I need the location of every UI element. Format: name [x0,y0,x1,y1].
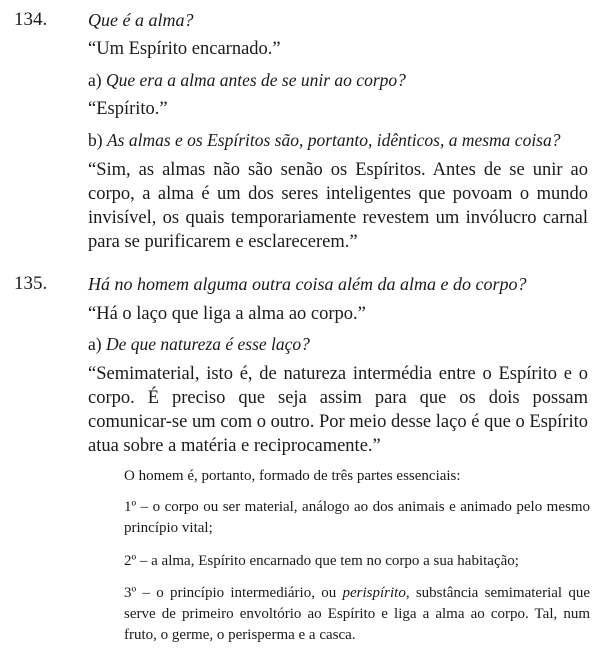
subquestion-135a-wrap [88,333,588,355]
note-item-2: 2º – a alma, Espírito encarnado que tem no corpo a sua habitação; [124,553,519,569]
note-item-3-before: 3º – o princípio intermediário, ou [124,585,343,601]
subquestion-134a-text: Que era a alma antes de se unir ao corpo? [105,70,406,90]
subanswer-134b-wrap [88,158,588,254]
subanswer-135a-text: “Semimaterial, isto é, de natureza intermédia entre o Espírito e o corpo. É preciso que seja assim para que os dois possam comunicar-se um com o outro. Por meio desse laço é que o Espírito atua sobre a matéria e reciprocamente.” [88,364,588,456]
note-item-1: 1º – o corpo ou ser material, análogo ao dos animais e animado pelo mesmo princípio vital; [124,499,590,536]
question-block-135 [88,273,588,295]
subquestion-134a [88,69,588,91]
subquestion-134b-wrap [88,129,588,151]
subanswer-134b-text: “Sim, as almas não são senão os Espíritos. Antes de se unir ao corpo, a alma é um dos seres inteligentes que povoam o mundo invisível, os quais temporariamente revestem um invólucro carnal para se purificarem e esclarecerem.” [88,160,588,252]
note-item-3 [124,583,590,646]
note-intro: O homem é, portanto, formado de três partes essenciais: [124,468,461,484]
subquestion-135a-text: De que natureza é esse laço? [105,334,310,354]
question-block-134 [88,9,588,31]
subquestion-135a-letter: a) [88,334,102,354]
subquestion-134a-wrap [88,69,588,91]
note-item-3-emphasis: perispírito [342,585,406,601]
answer-134-text: “Um Espírito encarnado.” [88,39,281,59]
subanswer-134a-text: “Espírito.” [88,99,168,119]
question-number-134: 134. [14,9,48,30]
answer-134-wrap [88,38,588,60]
question-number-135: 135. [14,273,48,294]
subquestion-134a-letter: a) [88,70,102,90]
question-135-text: Há no homem alguma outra coisa além da alma e do corpo? [88,274,527,294]
subquestion-134b-text: As almas e os Espíritos são, portanto, idênticos, a mesma coisa? [106,130,561,150]
subanswer-135a-wrap [88,362,588,458]
question-134-text: Que é a alma? [88,10,194,30]
answer-135-text: “Há o laço que liga a alma ao corpo.” [88,304,366,324]
answer-135-wrap [88,303,588,325]
subquestion-135a [88,333,588,355]
subquestion-134b [88,129,588,151]
subquestion-134b-letter: b) [88,130,103,150]
note-item-3-after: , substância semimaterial que serve de primeiro envoltório ao Espírito e liga a alma ao corpo. Tal, num fruto, o germe, o perisperma e a casca. [124,585,590,643]
subanswer-134a-wrap [88,98,588,120]
